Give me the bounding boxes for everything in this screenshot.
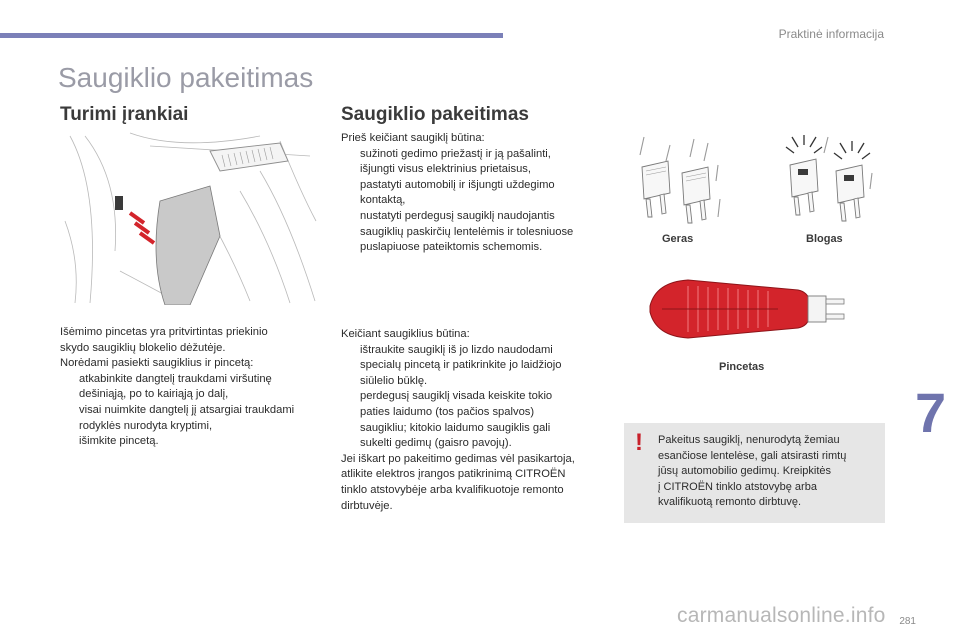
text-line: Jei iškart po pakeitimo gedimas vėl pasikartoja, [341, 452, 575, 465]
text-line: išimkite pincetą. [79, 435, 159, 448]
warning-text [658, 433, 878, 511]
page-number: 281 [899, 616, 916, 627]
text-line: Prieš keičiant saugiklį būtina: [341, 132, 485, 144]
text-line: saugikliu; kitokio laidumo saugiklis gali [360, 421, 551, 434]
header-accent-bar [0, 33, 503, 38]
text-line: Keičiant saugiklius būtina: [341, 328, 470, 340]
warning-icon: ! [635, 429, 643, 456]
good-fuse-illustration [636, 135, 726, 227]
text-line: visai nuimkite dangtelį jį atsargiai traukdami [79, 403, 295, 416]
text-line: atlikite elektros įrangos patikrinimą CITROËN [341, 468, 566, 481]
list-item [341, 343, 611, 390]
text-line: rodyklės nurodyta kryptimi, [79, 419, 213, 432]
text-line: Pakeitus saugiklį, nenurodytą žemiau [658, 434, 840, 446]
text-line: į CITROËN tinklo atstovybę arba [658, 480, 817, 493]
text-line: Norėdami pasiekti saugiklius ir pincetą: [60, 357, 254, 370]
replace-bullet-list [341, 147, 611, 256]
text-line: perdegusį saugiklį visada keiskite tokio [360, 390, 553, 403]
bad-fuse-label: Blogas [806, 233, 843, 245]
text-line: tinklo atstovybėje arba kvalifikuotoje remonto [341, 483, 564, 496]
text-line: paties laidumo (tos pačios spalvos) [360, 405, 535, 418]
text-line: kontaktą, [360, 194, 406, 207]
pliers-label: Pincetas [719, 361, 765, 373]
text-line: pastatyti automobilį ir išjungti uždegimo [360, 178, 555, 191]
text-line: dirbtuvėje. [341, 499, 393, 512]
text-line: išjungti visus elektrinius prietaisus, [360, 163, 531, 176]
good-fuse-label: Geras [662, 233, 694, 245]
list-item [341, 178, 611, 209]
section-header: Praktinė informacija [778, 27, 884, 41]
list-item [60, 434, 328, 450]
text-line: sukelti gedimų (gaisro pavojų). [360, 437, 512, 450]
tools-heading: Turimi įrankiai [60, 104, 189, 125]
tools-bullet-list [60, 372, 328, 450]
chapter-number: 7 [915, 381, 947, 444]
text-line: siūlelio būklę. [360, 374, 428, 387]
replace-heading: Saugiklio pakeitimas [341, 104, 529, 125]
text-line: specialų pincetą ir patikrinkite jo laidžiojo [360, 359, 562, 372]
list-item [60, 403, 328, 434]
replace-during-text [341, 327, 611, 514]
text-line: saugiklių paskirčių lentelėmis ir tolesniuose [360, 225, 574, 238]
text-line: Išėmimo pincetas yra pritvirtintas priekinio [60, 326, 268, 338]
replace-before-text [341, 131, 611, 256]
replace-bullet-list-2 [341, 343, 611, 452]
watermark: carmanualsonline.info [677, 604, 886, 627]
text-line: atkabinkite dangtelį traukdami viršutinę [79, 372, 272, 385]
text-line: skydo saugiklių blokelio dėžutėje. [60, 341, 226, 354]
text-line: jūsų automobilio gedimų. Kreipkitės [658, 465, 832, 477]
list-item [341, 162, 611, 178]
list-item [341, 389, 611, 451]
text-line: kvalifikuotą remonto dirbtuvę. [658, 496, 802, 508]
page-title: Saugiklio pakeitimas [58, 62, 314, 93]
bad-fuse-illustration [784, 133, 876, 229]
list-item [341, 147, 611, 163]
fuse-box-illustration [60, 131, 318, 305]
text-line: ištraukite saugiklį iš jo lizdo naudodami [360, 343, 553, 356]
text-line: nustatyti perdegusį saugiklį naudojantis [360, 209, 555, 222]
text-line: dešiniąją, po to kairiąją jo dalį, [79, 388, 229, 401]
text-line: esančiose lentelėse, gali atsirasti rimtų [658, 449, 847, 462]
warning-box [624, 423, 885, 523]
text-line: sužinoti gedimo priežastį ir ją pašalinti, [360, 147, 551, 160]
list-item [60, 372, 328, 403]
tools-text [60, 325, 328, 450]
text-line: puslapiuose pateiktomis schemomis. [360, 241, 543, 254]
fuse-pliers-illustration [648, 276, 848, 342]
list-item [341, 209, 611, 256]
